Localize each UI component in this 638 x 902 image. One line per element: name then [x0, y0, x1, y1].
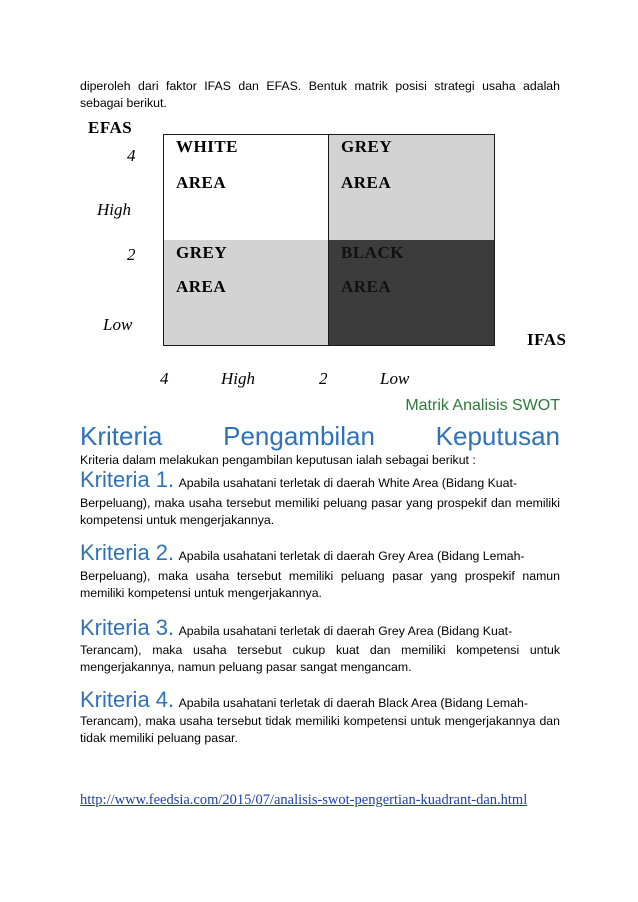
source-link[interactable]: http://www.feedsia.com/2015/07/analisis-swot-pengertian-kuadrant-dan.html: [80, 792, 528, 808]
cell-label-line2: AREA: [341, 277, 392, 296]
cell-grey-area-top: [329, 135, 494, 240]
criteria-2-text: Berpeluang), maka usaha tersebut memiliki peluang pasar yang prospekif namun memiliki kompetensi untuk mengerjakannya.: [80, 569, 560, 600]
y-tick-low: Low: [103, 315, 133, 334]
cell-label-line1: BLACK: [341, 243, 404, 262]
cell-label-line1: GREY: [341, 137, 393, 156]
matrix-caption: Matrik Analisis SWOT: [405, 397, 560, 414]
cell-label-line2: AREA: [176, 173, 227, 192]
y-tick-2: 2: [127, 245, 136, 264]
heading-word: Kriteria: [80, 421, 163, 451]
cell-label-line1: WHITE: [176, 137, 239, 156]
matrix-grid: [163, 134, 495, 346]
criteria-1-text: Berpeluang), maka usaha tersebut memiliki peluang pasar yang prospekif dan memiliki kompetensi untuk mengerjakannya.: [80, 496, 560, 527]
cell-label-line2: AREA: [341, 173, 392, 192]
section-heading: [80, 421, 560, 452]
cell-label-line2: AREA: [176, 277, 227, 296]
ifas-axis-label: IFAS: [527, 330, 567, 349]
x-tick-2: 2: [319, 369, 328, 388]
criteria-2-heading-line: [80, 540, 560, 566]
criteria-1-heading-line: [80, 467, 560, 493]
cell-white-area: [164, 135, 329, 240]
heading-word: Keputusan: [435, 421, 560, 451]
criteria-4-heading-line: [80, 687, 560, 713]
cell-black-area: [329, 240, 494, 345]
efas-axis-label: EFAS: [88, 118, 133, 137]
x-tick-4: 4: [160, 369, 169, 388]
criteria-3-first-line: Apabila usahatani terletak di daerah Grey Area (Bidang Kuat-: [178, 624, 513, 638]
criteria-3-text: Terancam), maka usaha tersebut cukup kuat dan memiliki kompetensi untuk mengerjakannya, namun peluang pasar sangat mengancam.: [80, 643, 560, 674]
criteria-3-heading-line: [80, 615, 560, 641]
criteria-4-title: Kriteria 4.: [80, 687, 175, 712]
heading-word: Pengambilan: [223, 421, 375, 451]
criteria-2-title: Kriteria 2.: [80, 540, 175, 565]
criteria-1-first-line: Apabila usahatani terletak di daerah White Area (Bidang Kuat-: [178, 476, 517, 490]
criteria-1-title: Kriteria 1.: [80, 467, 175, 492]
y-tick-4: 4: [127, 146, 136, 165]
criteria-3-title: Kriteria 3.: [80, 615, 175, 640]
x-tick-low: Low: [380, 369, 410, 388]
cell-label-line1: GREY: [176, 243, 228, 262]
criteria-4-text: Terancam), maka usaha tersebut tidak memiliki kompetensi untuk mengerjakannya dan tidak memiliki peluang pasar.: [80, 714, 560, 745]
criteria-4-first-line: Apabila usahatani terletak di daerah Black Area (Bidang Lemah-: [178, 696, 528, 710]
criteria-2-first-line: Apabila usahatani terletak di daerah Grey Area (Bidang Lemah-: [178, 549, 525, 563]
y-tick-high: High: [97, 200, 131, 219]
section-intro: Kriteria dalam melakukan pengambilan keputusan ialah sebagai berikut :: [80, 453, 476, 467]
x-tick-high: High: [221, 369, 255, 388]
cell-grey-area-bottom: [164, 240, 329, 345]
intro-paragraph: diperoleh dari faktor IFAS dan EFAS. Bentuk matrik posisi strategi usaha adalah sebagai berikut.: [80, 79, 560, 110]
